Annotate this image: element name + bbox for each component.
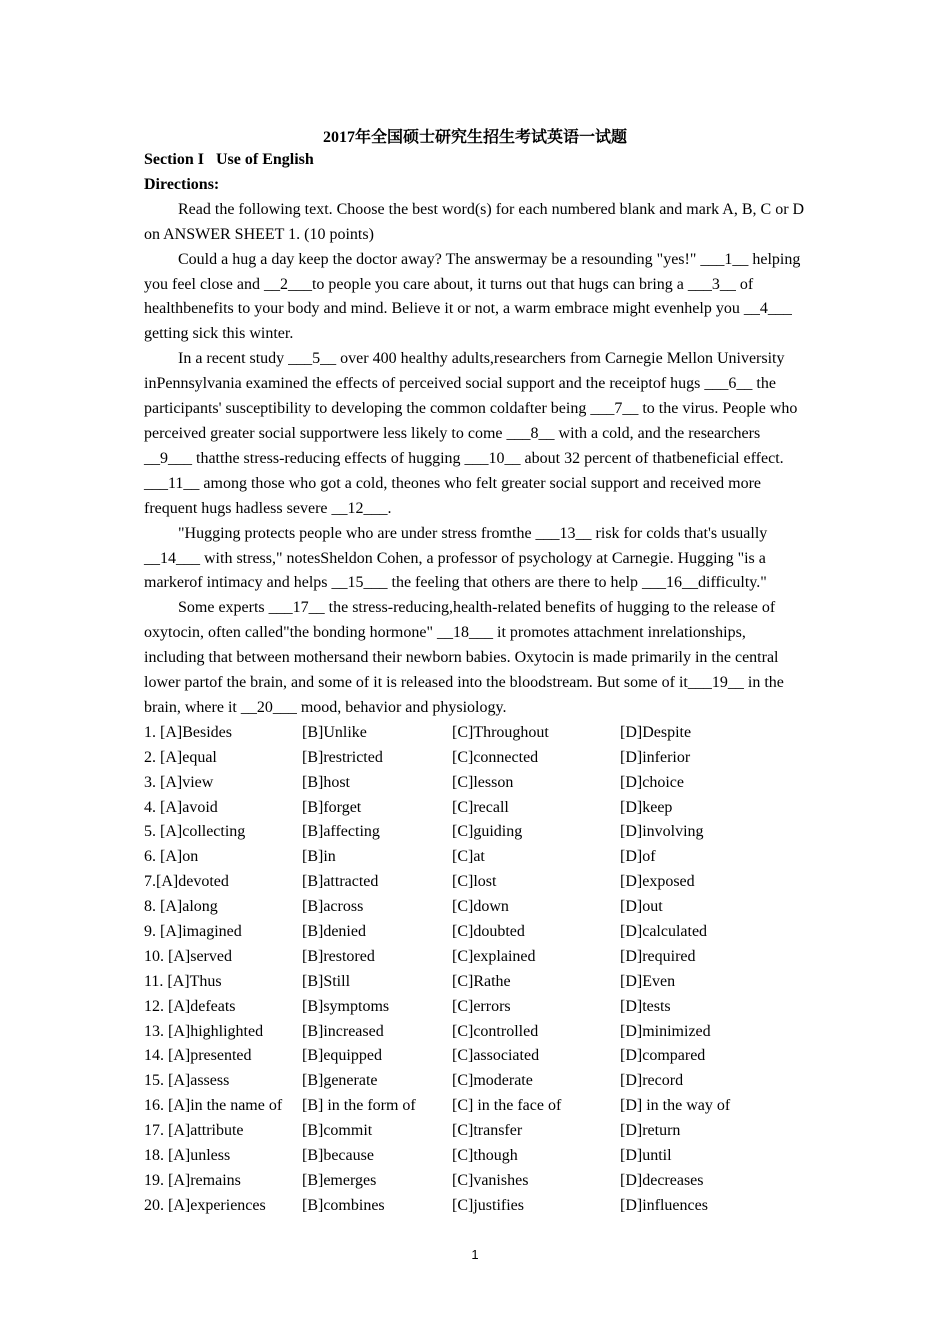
option-c: [C]at	[452, 848, 485, 866]
option-row	[144, 1044, 808, 1069]
option-d: [D]exposed	[620, 873, 695, 891]
option-a: 9. [A]imagined	[144, 922, 242, 940]
option-c: [C]guiding	[452, 823, 523, 841]
option-b: [B]equipped	[302, 1047, 382, 1065]
option-b: [B]restored	[302, 947, 375, 965]
option-row	[144, 796, 808, 821]
option-row	[144, 945, 808, 970]
option-a: 12. [A]defeats	[144, 997, 236, 1015]
option-c: [C]moderate	[452, 1072, 533, 1090]
option-c: [C]recall	[452, 798, 509, 816]
option-a: 10. [A]served	[144, 947, 232, 965]
option-c: [C]transfer	[452, 1122, 523, 1140]
option-a: 6. [A]on	[144, 848, 199, 866]
option-b: [B]attracted	[302, 873, 379, 891]
option-b: [B]affecting	[302, 823, 380, 841]
passage-paragraph-3: "Hugging protects people who are under stress fromthe ___13__ risk for colds that's usually __14___ with stress," notesSheldon Cohen, a professor of psychology at Carnegie. Hugging "is a markerof intimacy and helps __15___ the feeling that others are there to help ___16__difficulty."	[144, 524, 768, 592]
option-a: 2. [A]equal	[144, 748, 217, 766]
option-a: 15. [A]assess	[144, 1072, 230, 1090]
option-c: [C]justifies	[452, 1196, 524, 1214]
option-b: [B]Still	[302, 972, 351, 990]
option-c: [C]Throughout	[452, 723, 549, 741]
option-c: [C]Rathe	[452, 972, 511, 990]
option-d: [D]compared	[620, 1047, 706, 1065]
option-row	[144, 1119, 808, 1144]
option-a: 17. [A]attribute	[144, 1122, 244, 1140]
option-row	[144, 771, 808, 796]
option-b: [B]denied	[302, 922, 366, 940]
option-row	[144, 721, 808, 746]
option-a: 19. [A]remains	[144, 1171, 241, 1189]
option-a: 14. [A]presented	[144, 1047, 252, 1065]
option-d: [D]calculated	[620, 922, 708, 940]
option-c: [C] in the face of	[452, 1097, 562, 1115]
option-b: [B]restricted	[302, 748, 383, 766]
option-a: 20. [A]experiences	[144, 1196, 266, 1214]
option-c: [C]connected	[452, 748, 539, 766]
option-d: [D]Despite	[620, 723, 692, 741]
option-c: [C]explained	[452, 947, 536, 965]
option-a: 8. [A]along	[144, 898, 218, 916]
option-c: [C]lesson	[452, 773, 514, 791]
option-d: [D]keep	[620, 798, 673, 816]
option-b: [B]host	[302, 773, 350, 791]
option-row	[144, 895, 808, 920]
option-d: [D]choice	[620, 773, 684, 791]
option-a: 18. [A]unless	[144, 1146, 231, 1164]
option-b: [B]across	[302, 898, 364, 916]
option-row	[144, 1194, 808, 1219]
option-b: [B] in the form of	[302, 1097, 416, 1115]
option-a: 4. [A]avoid	[144, 798, 218, 816]
section-heading: Section I Use of English	[144, 151, 314, 168]
passage-paragraph-2: In a recent study ___5__ over 400 healthy adults,researchers from Carnegie Mellon University inPennsylvania examined the effects of perceived social support and the receiptof hugs ___6__ the participants' susceptibility to developing the common coldafter being ___7__ to the virus. People who perceived greater social supportwere less likely to come ___8__ with a cold, and the researchers __9___ thatthe stress-reducing effects of hugging ___10__ about 32 percent of thatbeneficial effect. ___11__ among those who got a cold, theones who felt greater social support and received more frequent hugs hadless severe __12___.	[144, 350, 798, 517]
option-a: 13. [A]highlighted	[144, 1022, 264, 1040]
option-row	[144, 1020, 808, 1045]
page-number: 1	[471, 1247, 479, 1262]
passage-paragraph-4: Some experts ___17__ the stress-reducing,health-related benefits of hugging to the release of oxytocin, often called"the bonding hormone" __18___ it promotes attachment inrelationships, including that between mothersand their newborn babies. Oxytocin is made primarily in the central lower partof the brain, and some of it is released into the bloodstream. But some of it___19__ in the brain, where it __20___ mood, behavior and physiology.	[144, 599, 784, 716]
option-b: [B]combines	[302, 1196, 385, 1214]
exam-content	[144, 148, 808, 1219]
option-a: 1. [A]Besides	[144, 723, 232, 741]
option-row	[144, 845, 808, 870]
option-b: [B]increased	[302, 1022, 384, 1040]
option-b: [B]in	[302, 848, 336, 866]
exam-title: 2017年全国硕士研究生招生考试英语一试题	[322, 129, 627, 146]
option-c: [C]down	[452, 898, 509, 916]
option-b: [B]forget	[302, 798, 362, 816]
option-b: [B]because	[302, 1146, 374, 1164]
option-c: [C]associated	[452, 1047, 540, 1065]
option-row	[144, 820, 808, 845]
option-b: [B]generate	[302, 1072, 378, 1090]
option-d: [D]record	[620, 1072, 684, 1090]
option-d: [D]required	[620, 947, 696, 965]
option-b: [B]symptoms	[302, 997, 390, 1015]
options-list	[144, 721, 808, 1219]
passage-paragraph-1: Could a hug a day keep the doctor away? The answermay be a resounding "yes!" ___1__ helping you feel close and __2___to people you care about, it turns out that hugs can bring a ___3__ of healthbenefits to your body and mind. Believe it or not, a warm embrace might evenhelp you __4___ getting sick this winter.	[144, 250, 801, 343]
directions-text: Read the following text. Choose the best word(s) for each numbered blank and mark A, B, C or D on ANSWER SHEET 1. (10 points)	[144, 200, 805, 243]
option-row	[144, 920, 808, 945]
option-row	[144, 1144, 808, 1169]
option-c: [C]lost	[452, 873, 497, 891]
option-a: 5. [A]collecting	[144, 823, 246, 841]
option-row	[144, 970, 808, 995]
option-d: [D]until	[620, 1146, 672, 1164]
option-a: 16. [A]in the name of	[144, 1097, 283, 1115]
option-d: [D]of	[620, 848, 656, 866]
option-d: [D]involving	[620, 823, 704, 841]
option-d: [D]inferior	[620, 748, 691, 766]
option-row	[144, 1069, 808, 1094]
option-c: [C]though	[452, 1146, 518, 1164]
option-c: [C]vanishes	[452, 1171, 529, 1189]
option-d: [D]influences	[620, 1196, 708, 1214]
option-d: [D]Even	[620, 972, 676, 990]
option-row	[144, 995, 808, 1020]
option-row	[144, 1094, 808, 1119]
option-row	[144, 746, 808, 771]
option-b: [B]emerges	[302, 1171, 377, 1189]
option-c: [C]controlled	[452, 1022, 539, 1040]
directions-label: Directions:	[144, 175, 220, 193]
option-a: 7.[A]devoted	[144, 873, 229, 891]
option-d: [D]minimized	[620, 1022, 711, 1040]
option-row	[144, 1169, 808, 1194]
option-a: 11. [A]Thus	[144, 972, 222, 990]
option-b: [B]Unlike	[302, 723, 367, 741]
option-d: [D]return	[620, 1122, 681, 1140]
option-c: [C]errors	[452, 997, 511, 1015]
option-b: [B]commit	[302, 1122, 373, 1140]
option-a: 3. [A]view	[144, 773, 214, 791]
option-c: [C]doubted	[452, 922, 525, 940]
option-d: [D] in the way of	[620, 1097, 731, 1115]
option-d: [D]out	[620, 898, 663, 916]
option-d: [D]tests	[620, 997, 671, 1015]
option-row	[144, 870, 808, 895]
option-d: [D]decreases	[620, 1171, 704, 1189]
